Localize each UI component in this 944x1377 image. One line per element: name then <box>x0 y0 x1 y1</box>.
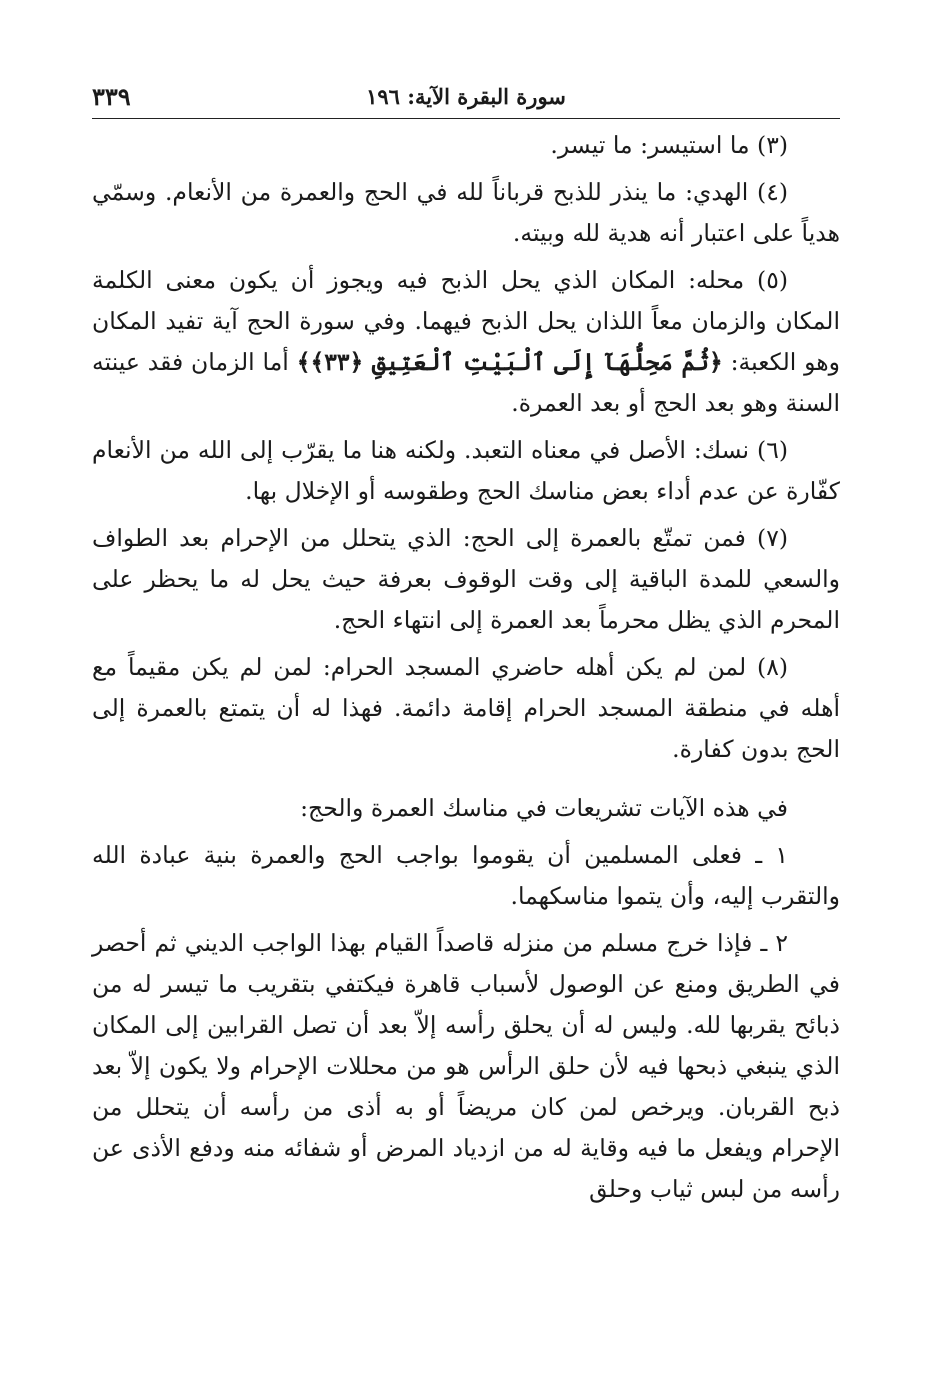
footnote-3: (٣) ما استيسر: ما تيسر. <box>550 131 788 159</box>
page-content <box>92 125 840 1210</box>
page-number: ٣٣٩ <box>92 82 131 111</box>
footnote-5 <box>92 260 840 424</box>
header-title: سورة البقرة الآية: ١٩٦ <box>366 84 566 109</box>
book-page <box>92 82 840 1210</box>
footnote-4: (٤) الهدي: ما ينذر للذبح قرباناً لله في الحج والعمرة من الأنعام. وسمّي هدياً على اعتبار أنه هدية لله وبيته. <box>92 178 840 247</box>
body-point-1: ١ ـ فعلى المسلمين أن يقوموا بواجب الحج والعمرة بنية عبادة الله والتقرب إليه، وأن يتموا مناسكهما. <box>92 841 840 910</box>
running-header <box>92 82 840 119</box>
body-point-2: ٢ ـ فإذا خرج مسلم من منزله قاصداً القيام بهذا الواجب الديني ثم أحصر في الطريق ومنع عن الوصول لأسباب قاهرة فيكتفي بتقريب ما تيسر له من ذبائح يقربها لله. وليس له أن يحلق رأسه إلاّ بعد أن تصل القرابين إلى المكان الذي ينبغي ذبحها فيه لأن حلق الرأس هو من محللات الإحرام ولا يكون إلاّ بعد ذبح القربان. ويرخص لمن كان مريضاً أو به أذى من رأسه أن يتحلل من الإحرام ويفعل ما فيه وقاية له من ازدياد المرض أو شفائه منه ودفع الأذى عن رأسه من لبس ثياب وحلق <box>92 929 840 1203</box>
footnote-7: (٧) فمن تمتّع بالعمرة إلى الحج: الذي يتحلل من الإحرام بعد الطواف والسعي للمدة الباقية إلى وقت الوقوف بعرفة حيث يحل له ما يحظر على المحرم الذي يظل محرماً بعد العمرة إلى انتهاء الحج. <box>92 524 840 634</box>
quran-verse: ﴿ثُمَّ مَحِلُّهَآ إِلَى ٱلْبَيْتِ ٱلْعَتِيقِ ﴿٣٣﴾﴾ <box>296 348 723 376</box>
footnote-5-text: (٥) محله: المكان الذي يحل الذبح فيه ويجوز أن يكون معنى الكلمة المكان والزمان معاً اللذان يحل الذبح فيهما. وفي سورة الحج آية تفيد المكان وهو الكعبة: <box>92 266 840 376</box>
footnote-8: (٨) لمن لم يكن أهله حاضري المسجد الحرام: لمن لم يكن مقيماً مع أهله في منطقة المسجد الحرام إقامة دائمة. فهذا له أن يتمتع بالعمرة إلى الحج بدون كفارة. <box>92 653 840 763</box>
footnote-5-continuation: أما الزمان فقد عينته السنة وهو بعد الحج أو بعد العمرة. <box>92 348 840 417</box>
body-intro: في هذه الآيات تشريعات في مناسك العمرة والحج: <box>300 794 788 822</box>
footnote-6: (٦) نسك: الأصل في معناه التعبد. ولكنه هنا ما يقرّب إلى الله من الأنعام كفّارة عن عدم أداء بعض مناسك الحج وطقوسه أو الإخلال بها. <box>92 436 840 505</box>
